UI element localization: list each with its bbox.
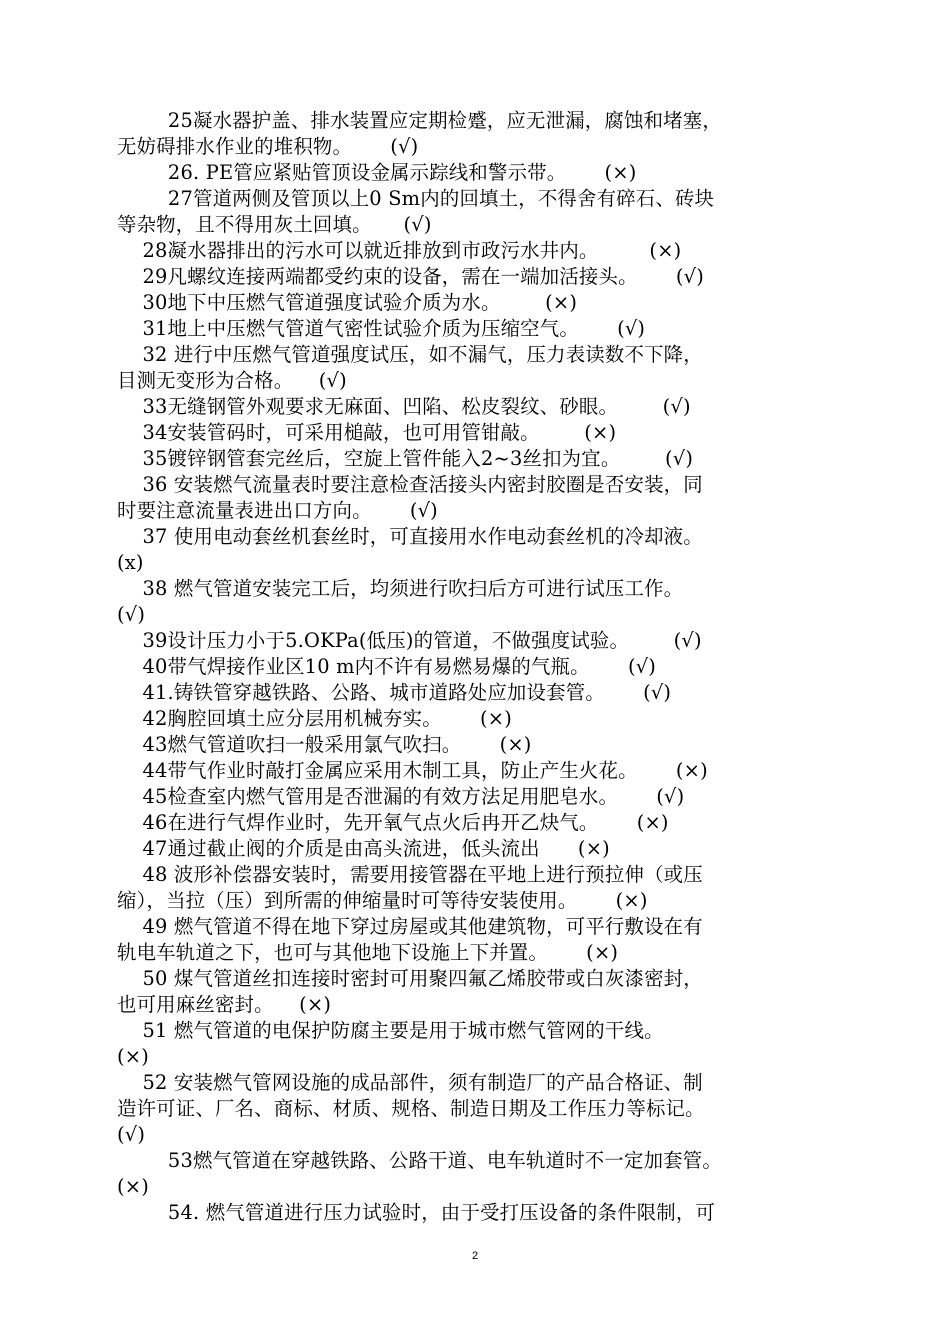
text-line: 48 波形补偿器安装时，需要用接管器在平地上进行预拉伸（或压 [117, 863, 703, 886]
text-line: (x) [117, 551, 144, 574]
text-line: 也可用麻丝密封。 (×) [117, 993, 332, 1016]
text-line: 34安装管码时，可采用槌敲，也可用管钳敲。 (×) [117, 421, 617, 444]
text-line: 造许可证、厂名、商标、材质、规格、制造日期及工作压力等标记。 [117, 1097, 705, 1120]
text-line: 44带气作业时敲打金属应采用木制工具，防止产生火花。 (×) [117, 759, 708, 782]
text-line: 29凡螺纹连接两端都受约束的设备，需在一端加活接头。 (√) [117, 265, 704, 288]
text-line: 25凝水器护盖、排水装置应定期检蹙，应无泄漏，腐蚀和堵塞， [117, 109, 722, 132]
text-line: 42胸腔回填土应分层用机械夯实。 (×) [117, 707, 512, 730]
text-line: 54. 燃气管道进行压力试验时，由于受打压设备的条件限制，可 [117, 1201, 716, 1224]
text-line: 41.铸铁管穿越铁路、公路、城市道路处应加设套管。 (√) [117, 681, 672, 704]
text-line: (√) [117, 603, 146, 626]
text-line: 50 煤气管道丝扣连接时密封可用聚四氟乙烯胶带或白灰漆密封， [117, 967, 703, 990]
page-number: 2 [471, 1250, 479, 1262]
text-line: 31地上中压燃气管道气密性试验介质为压缩空气。 (√) [117, 317, 646, 340]
text-line: 38 燃气管道安装完工后，均须进行吹扫后方可进行试压工作。 [117, 577, 684, 600]
text-line: 目测无变形为合格。 (√) [117, 369, 347, 392]
text-line: 缩），当拉（压）到所需的伸缩量时可等待安装使用。 (×) [117, 889, 648, 912]
text-line: 36 安装燃气流量表时要注意检查活接头内密封胶圈是否安装，同 [117, 473, 703, 496]
text-line: 33无缝钢管外观要求无麻面、凹陷、松皮裂纹、砂眼。 (√) [117, 395, 691, 418]
text-line: 时要注意流量表进出口方向。 (√) [117, 499, 438, 522]
text-line: 28凝水器排出的污水可以就近排放到市政污水井内。 (×) [117, 239, 682, 262]
text-line: 49 燃气管道不得在地下穿过房屋或其他建筑物，可平行敷设在有 [117, 915, 703, 938]
text-line: 51 燃气管道的电保护防腐主要是用于城市燃气管网的干线。 [117, 1019, 664, 1042]
text-line: 45检查室内燃气管用是否泄漏的有效方法足用肥皂水。 (√) [117, 785, 685, 808]
text-line: (×) [117, 1045, 149, 1068]
text-line: 40带气焊接作业区10 m内不许有易燃易爆的气瓶。 (√) [117, 655, 657, 678]
text-line: 43燃气管道吹扫一般采用氯气吹扫。 (×) [117, 733, 532, 756]
text-line: 53燃气管道在穿越铁路、公路干道、电车轨道时不一定加套管。 [117, 1149, 722, 1172]
text-line: 37 使用电动套丝机套丝时，可直接用水作电动套丝机的冷却液。 [117, 525, 703, 548]
text-line: 46在进行气焊作业时，先开氧气点火后冉开乙炔气。 (×) [117, 811, 669, 834]
text-line: 52 安装燃气管网设施的成品部件，须有制造厂的产品合格证、制 [117, 1071, 703, 1094]
text-line: (√) [117, 1123, 146, 1146]
text-line: 30地下中压燃气管道强度试验介质为水。 (×) [117, 291, 578, 314]
text-line: 32 进行中压燃气管道强度试压，如不漏气，压力表读数不下降， [117, 343, 703, 366]
text-line: 轨电车轨道之下，也可与其他地下设施上下并置。 (×) [117, 941, 619, 964]
text-line: 39设计压力小于5.OKPa(低压)的管道，不做强度试验。 (√) [117, 629, 702, 652]
text-line: 27管道两侧及管顶以上0 Sm内的回填土，不得舍有碎石、砖块 [117, 187, 715, 210]
text-line: (×) [117, 1175, 149, 1198]
text-line: 35镀锌钢管套完丝后，空旋上管件能入2~3丝扣为宜。 (√) [117, 447, 694, 470]
text-line: 无妨碍排水作业的堆积物。 (√) [117, 135, 419, 158]
text-line: 26. PE管应紧贴管顶设金属示踪线和警示带。 (×) [117, 161, 637, 184]
text-line: 等杂物，且不得用灰土回填。 (√) [117, 213, 432, 236]
text-line: 47通过截止阀的介质是由高头流进，低头流出 (×) [117, 837, 610, 860]
